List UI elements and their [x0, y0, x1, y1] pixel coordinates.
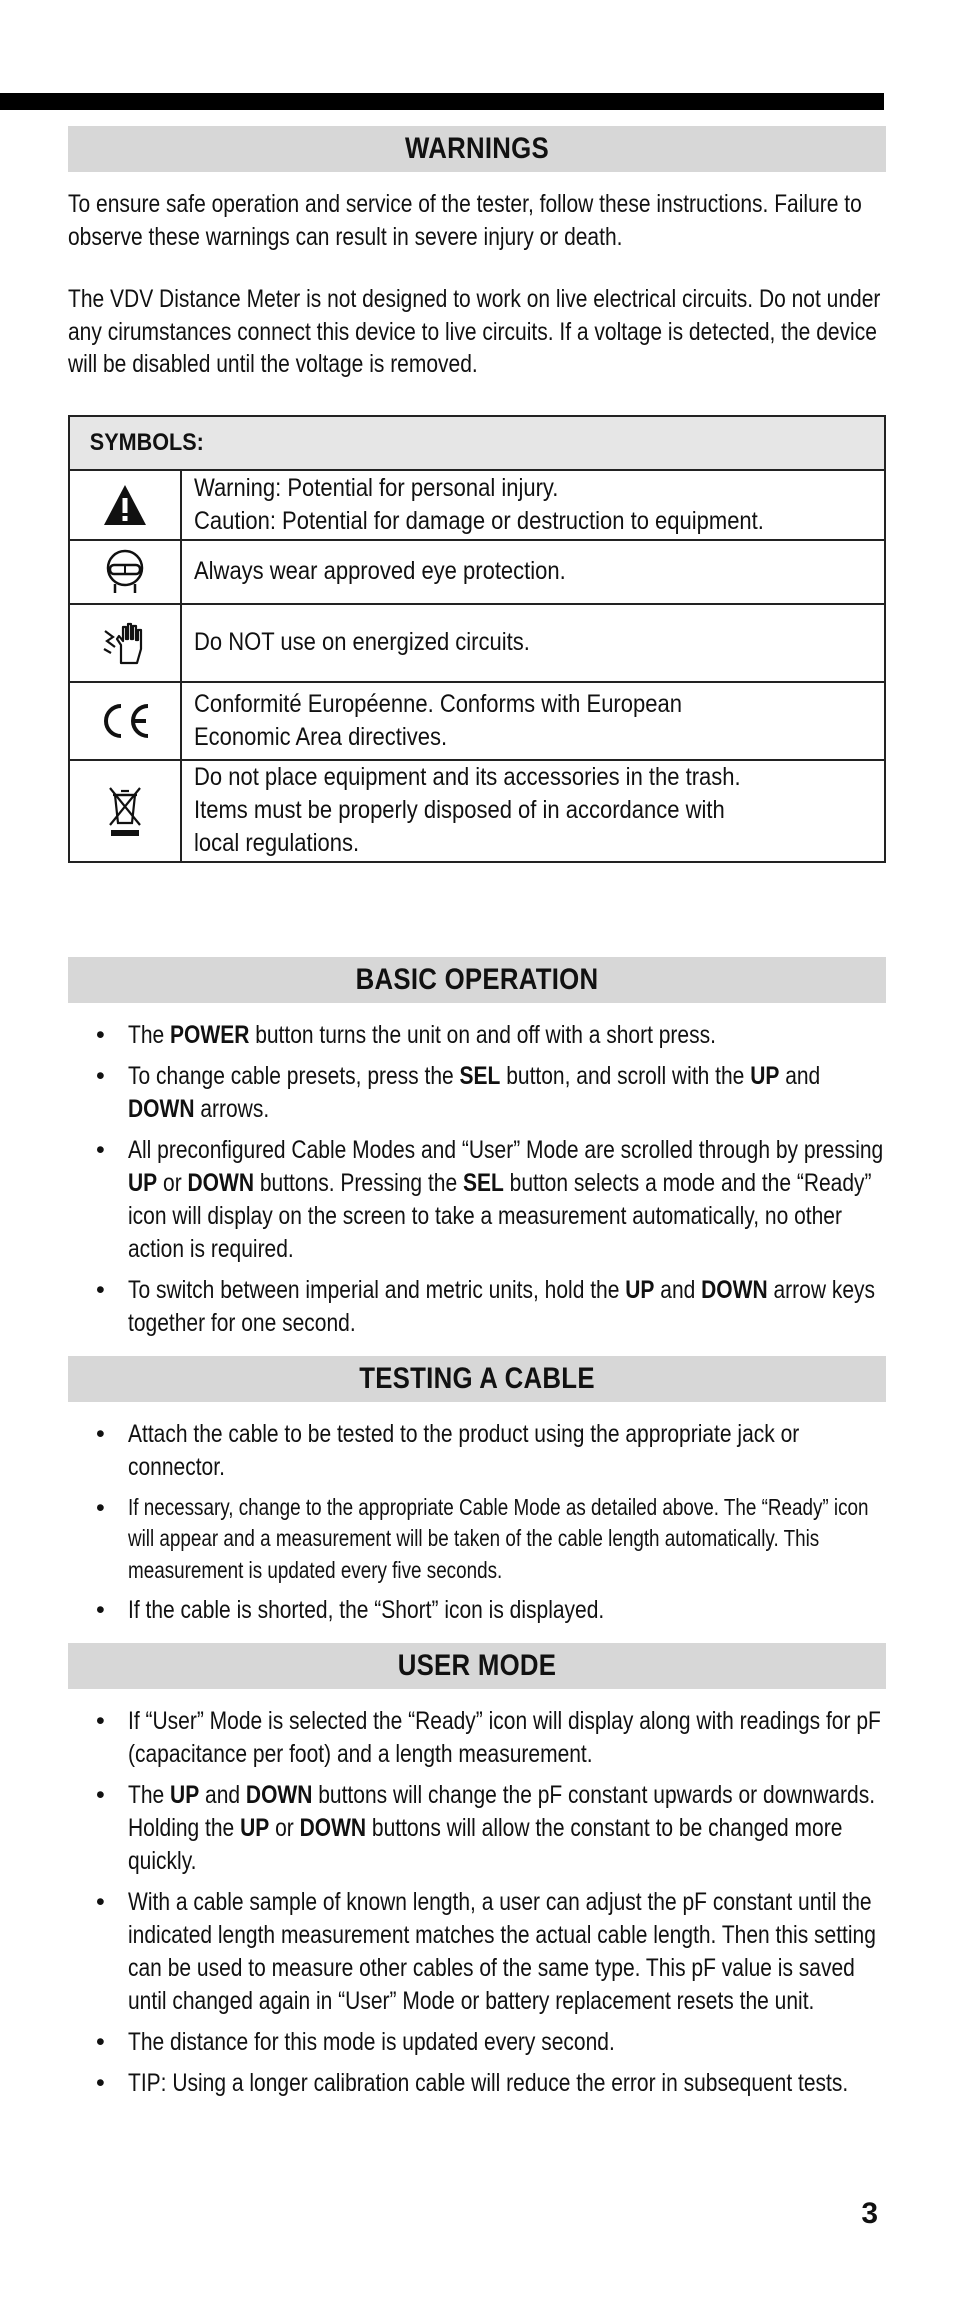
user-mode-list	[68, 1705, 886, 2100]
bullet-text: Attach the cable to be tested to the product using the appropriate jack or connector.	[128, 1419, 800, 1481]
list-item: • With a cable sample of known length, a user can adjust the pF constant until the indicated length measurement matches the actual cable length. Then this setting can be used to measure other cables of the same type. This pF value is saved until changed again in “User” Mode or battery replacement resets the unit.	[68, 1886, 886, 2018]
bullet-text: TIP: Using a longer calibration cable will reduce the error in subsequent tests.	[128, 2069, 849, 2097]
symbol-description	[181, 540, 885, 604]
ce-mark-icon	[95, 701, 155, 741]
symbol-row	[69, 682, 885, 760]
symbol-text-line: Conformité Européenne. Conforms with European	[194, 689, 682, 718]
list-item: • To switch between imperial and metric units, hold the UP and DOWN arrow keys together for one second.	[68, 1274, 886, 1340]
symbol-text-line: Do NOT use on energized circuits.	[194, 628, 530, 656]
symbol-row	[69, 540, 885, 604]
symbol-description	[181, 760, 885, 862]
symbol-text-line: local regulations.	[194, 829, 360, 857]
symbols-table	[68, 415, 886, 863]
symbols-header-cell	[69, 416, 885, 470]
symbol-description	[181, 604, 885, 682]
bullet-text: With a cable sample of known length, a user can adjust the pF constant until the indicated length measurement matches the actual cable length. Then this setting can be used to measure other cables of the same type. This pF value is saved until changed again in “User” Mode or battery replacement resets the unit.	[128, 1888, 876, 2015]
symbol-text-line: Items must be properly disposed of in accordance with	[194, 796, 725, 824]
testing-cable-list	[68, 1418, 886, 1628]
symbol-icon-cell	[69, 682, 181, 760]
symbol-row	[69, 604, 885, 682]
bullet-text: The UP and DOWN buttons will change the pF constant upwards or downwards. Holding the UP or DOWN buttons will allow the constant to be changed more quickly.	[128, 1781, 876, 1875]
symbol-row	[69, 470, 885, 540]
page-number: 3	[861, 2197, 878, 2230]
crossed-bin-icon	[105, 783, 145, 839]
list-item: • The distance for this mode is updated every second.	[68, 2026, 886, 2059]
symbol-icon-cell	[69, 604, 181, 682]
user-mode-heading: USER MODE	[125, 1643, 828, 1689]
list-item: • To change cable presets, press the SEL button, and scroll with the UP and DOWN arrows.	[68, 1060, 886, 1126]
bullet-text: The distance for this mode is updated every second.	[128, 2028, 615, 2056]
page-content	[68, 126, 886, 2108]
list-item: • All preconfigured Cable Modes and “User” Mode are scrolled through by pressing UP or DOWN buttons. Pressing the SEL button selects a mode and the “Ready” icon will display on the screen to take a measurement automatically, no other action is required.	[68, 1134, 886, 1266]
basic-operation-list	[68, 1019, 886, 1340]
eye-protection-icon	[103, 548, 147, 596]
bullet-text: If necessary, change to the appropriate Cable Mode as detailed above. The “Ready” icon will appear and a measurement will be taken of the cable length automatically. This measurement is updated every five seconds.	[128, 1493, 869, 1583]
symbol-description	[181, 470, 885, 540]
bullet-text: If the cable is shorted, the “Short” icon is displayed.	[128, 1596, 605, 1624]
basic-operation-heading: BASIC OPERATION	[125, 957, 828, 1003]
list-item: • The UP and DOWN buttons will change the pF constant upwards or downwards. Holding the UP or DOWN buttons will allow the constant to be changed more quickly.	[68, 1779, 886, 1878]
testing-cable-heading-bar	[68, 1356, 886, 1402]
symbol-icon-cell	[69, 540, 181, 604]
symbol-icon-cell	[69, 760, 181, 862]
bullet-text: All preconfigured Cable Modes and “User” Mode are scrolled through by pressing UP or DOWN buttons. Pressing the SEL button selects a mode and the “Ready” icon will display on the screen to take a measurement automatically, no other action is required.	[128, 1135, 884, 1263]
list-item: • If necessary, change to the appropriate Cable Mode as detailed above. The “Ready” icon will appear and a measurement will be taken of the cable length automatically. This measurement is updated every five seconds.	[68, 1492, 886, 1587]
symbol-description	[181, 682, 885, 760]
energized-circuit-hand-icon	[101, 619, 149, 667]
bullet-text: If “User” Mode is selected the “Ready” icon will display along with readings for pF (capacitance per foot) and a length measurement.	[128, 1707, 881, 1768]
testing-cable-heading: TESTING A CABLE	[125, 1356, 828, 1402]
bullet-text: To change cable presets, press the SEL button, and scroll with the UP and DOWN arrows.	[128, 1061, 821, 1123]
symbol-icon-cell	[69, 470, 181, 540]
warnings-heading: WARNINGS	[125, 126, 828, 172]
warnings-heading-bar	[68, 126, 886, 172]
top-rule	[0, 93, 884, 110]
list-item: • If the cable is shorted, the “Short” icon is displayed.	[68, 1594, 886, 1627]
list-item: • Attach the cable to be tested to the product using the appropriate jack or connector.	[68, 1418, 886, 1484]
symbol-text-line: Warning: Potential for personal injury.	[194, 473, 559, 502]
bullet-text: The POWER button turns the unit on and off with a short press.	[128, 1020, 716, 1049]
symbol-text-line: Caution: Potential for damage or destruction to equipment.	[194, 506, 764, 535]
symbol-text-line: Do not place equipment and its accessories in the trash.	[194, 763, 741, 791]
basic-operation-heading-bar	[68, 957, 886, 1003]
warning-triangle-icon	[102, 482, 148, 528]
symbols-header: SYMBOLS:	[89, 428, 204, 456]
list-item: • The POWER button turns the unit on and off with a short press.	[68, 1019, 886, 1052]
list-item: • TIP: Using a longer calibration cable will reduce the error in subsequent tests.	[68, 2067, 886, 2100]
symbol-text-line: Economic Area directives.	[194, 722, 448, 751]
warnings-paragraph-2: The VDV Distance Meter is not designed to work on live electrical circuits. Do not under any cirumstances connect this device to live circuits. If a voltage is detected, the device will be disabled until the voltage is removed.	[68, 285, 881, 378]
symbol-text-line: Always wear approved eye protection.	[194, 557, 566, 585]
user-mode-heading-bar	[68, 1643, 886, 1689]
warnings-paragraph-1: To ensure safe operation and service of the tester, follow these instructions. Failure to observe these warnings can result in severe injury or death.	[68, 190, 862, 251]
list-item: • If “User” Mode is selected the “Ready” icon will display along with readings for pF (capacitance per foot) and a length measurement.	[68, 1705, 886, 1771]
symbol-row	[69, 760, 885, 862]
bullet-text: To switch between imperial and metric units, hold the UP and DOWN arrow keys together for one second.	[128, 1275, 875, 1337]
